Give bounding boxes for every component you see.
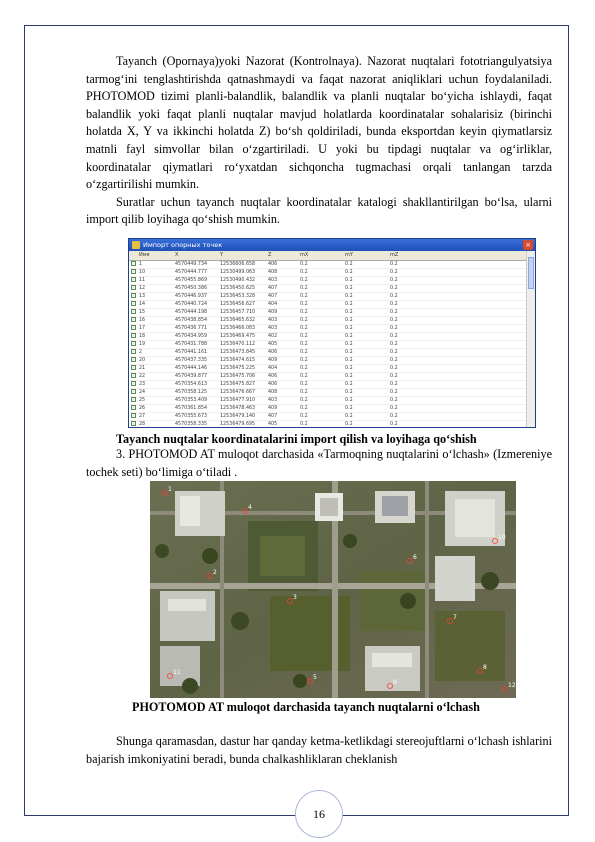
column-header[interactable]: X [175,252,179,258]
table-cell: 405 [268,342,278,347]
row-checkbox-cell[interactable] [129,397,139,404]
table-cell: 12536453.328 [220,294,256,299]
table-cell: 0.2 [300,326,308,331]
row-checkbox[interactable] [131,421,136,426]
table-cell: 4570441.161 [175,350,208,355]
table-cell: 12536475.706 [220,374,256,379]
row-checkbox-cell[interactable] [129,301,139,308]
row-checkbox-cell[interactable] [129,381,139,388]
table-cell: 0.2 [345,310,353,315]
paragraph-control-points: Tayanch (Opornaya)yoki Nazorat (Kontrolnaya). Nazorat nuqtalari fototriangulyatsiya tarmog‘ini tenglashtirishda qatnashmaydi va faqat nazorat aniqliklari uchun foydalaniladi. PHOTOMOD tizimi planli-balandlik, balandlik va planli nuqtalar bo‘yicha ishlaydi, faqat balandlik yoki faqat planli nuqtalar mavjud holatlarda koordinatalar sohalarisiz (birinchi holatda X, Y va ikkinchi holatda Z) bo‘sh qoldiriladi, bunda eksportdan keyin qiymatlarsiz matnli fayl simvollar bilan o‘zgartiriladi. U yoki bu tipdagi nuqtalar va og‘irliklar, koordinatalar qiymatlari ro‘yxatdan sichqoncha tugmachasi orqali tanlangan tarzda o‘zgartirilishi mumkin. [86,54,552,192]
row-checkbox[interactable] [131,325,136,330]
table-cell: 0.2 [345,334,353,339]
table-row[interactable] [129,261,535,269]
table-cell: 0.2 [300,294,308,299]
control-point-label: 5 [313,674,317,681]
table-cell: 0.2 [390,414,398,419]
table-row[interactable] [129,269,535,277]
table-cell: 0.2 [300,302,308,307]
row-checkbox[interactable] [131,373,136,378]
table-cell: 0.2 [345,422,353,427]
table-cell: 12530499.063 [220,270,256,275]
table-cell: 0.2 [300,366,308,371]
table-row[interactable] [129,325,535,333]
table-header [129,251,535,261]
table-cell: 0.2 [390,374,398,379]
row-checkbox[interactable] [131,293,136,298]
table-cell: 4570437.335 [175,358,208,363]
row-checkbox-cell[interactable] [129,269,139,276]
import-control-points-dialog [128,238,536,428]
table-cell: 0.2 [300,262,308,267]
column-header[interactable]: Имя [139,252,150,258]
table-cell: 0.2 [345,342,353,347]
row-checkbox-cell[interactable] [129,389,139,396]
row-checkbox[interactable] [131,309,136,314]
table-cell: 12536470.112 [220,342,256,347]
table-row[interactable] [129,341,535,349]
table-row[interactable] [129,357,535,365]
row-checkbox-cell[interactable] [129,349,139,356]
table-cell: 0.2 [345,294,353,299]
control-point-label: 4 [248,504,252,511]
column-header[interactable] [129,251,139,260]
column-header[interactable]: mX [300,252,309,258]
table-cell: 409 [268,406,278,411]
table-cell: 19 [139,342,146,347]
table-cell: 12536475.225 [220,366,256,371]
row-checkbox-cell[interactable] [129,413,139,420]
control-point-label: 10 [498,534,506,541]
table-cell: 0.2 [345,302,353,307]
table-cell: 16 [139,318,146,323]
table-row[interactable] [129,373,535,381]
table-row[interactable] [129,421,535,428]
table-cell: 10 [139,270,146,275]
table-cell: 4570353.409 [175,398,208,403]
table-row[interactable] [129,405,535,413]
table-cell: 24 [139,390,146,395]
table-cell: 0.2 [300,358,308,363]
table-cell: 0.2 [390,358,398,363]
column-header[interactable]: mZ [390,252,399,258]
table-cell: 2 [139,350,143,355]
table-cell: 0.2 [345,350,353,355]
table-cell: 12530490.432 [220,278,256,283]
table-cell: 0.2 [390,262,398,267]
row-checkbox[interactable] [131,381,136,386]
control-point-label: 3 [293,594,297,601]
table-cell: 4570354.613 [175,382,208,387]
table-cell: 0.2 [390,310,398,315]
table-cell: 4570455.869 [175,278,208,283]
table-cell: 12536478.463 [220,406,256,411]
table-row[interactable] [129,293,535,301]
paragraph-sequence: Shunga qaramasdan, dastur har qanday ketma-ketlikdagi stereojuftlarni o‘lchash ishlarini bajarish imkoniyatini beradi, bunda chalkashliklaran cheklanish [86,734,552,766]
table-cell: 27 [139,414,146,419]
table-cell: 0.2 [300,414,308,419]
row-checkbox-cell[interactable] [129,325,139,332]
table-cell: 0.2 [390,294,398,299]
table-cell: 409 [268,310,278,315]
table-cell: 0.2 [345,406,353,411]
control-point-label: 1 [168,486,172,493]
table-cell: 403 [268,398,278,403]
table-cell: 12536477.910 [220,398,256,403]
row-checkbox[interactable] [131,349,136,354]
table-cell: 22 [139,374,146,379]
table-cell: 406 [268,382,278,387]
table-cell: 12536479.695 [220,422,256,427]
table-cell: 407 [268,294,278,299]
table-cell: 0.2 [300,286,308,291]
table-cell: 0.2 [390,350,398,355]
table-cell: 13 [139,294,146,299]
table-cell: 403 [268,318,278,323]
row-checkbox[interactable] [131,365,136,370]
table-cell: 0.2 [345,366,353,371]
row-checkbox-cell[interactable] [129,309,139,316]
table-row[interactable] [129,365,535,373]
table-cell: 0.2 [390,318,398,323]
table-row[interactable] [129,285,535,293]
table-cell: 4570361.854 [175,406,208,411]
table-cell: 409 [268,358,278,363]
table-cell: 0.2 [390,406,398,411]
table-cell: 0.2 [345,318,353,323]
table-cell: 408 [268,390,278,395]
control-point-label: 7 [453,614,457,621]
table-cell: 0.2 [300,382,308,387]
row-checkbox[interactable] [131,301,136,306]
figure-caption-import: Tayanch nuqtalar koordinatalarini import qilish va loyihaga qo‘shish [116,432,477,446]
row-checkbox[interactable] [131,261,136,266]
table-row[interactable] [129,277,535,285]
table-cell: 0.2 [300,342,308,347]
row-checkbox[interactable] [131,317,136,322]
scrollbar[interactable] [526,251,535,427]
table-cell: 0.2 [300,318,308,323]
points-table [129,261,535,428]
row-checkbox[interactable] [131,285,136,290]
table-cell: 0.2 [390,278,398,283]
dialog-title-bar [129,239,535,251]
row-checkbox[interactable] [131,413,136,418]
table-cell: 4570434.959 [175,334,208,339]
table-cell: 0.2 [300,390,308,395]
table-row[interactable] [129,381,535,389]
table-cell: 12536466.083 [220,326,256,331]
table-cell: 402 [268,334,278,339]
table-cell: 4570355.673 [175,414,208,419]
page-number: 16 [313,807,325,821]
table-row[interactable] [129,397,535,405]
row-checkbox[interactable] [131,333,136,338]
table-cell: 407 [268,414,278,419]
row-checkbox[interactable] [131,357,136,362]
table-cell: 20 [139,358,146,363]
row-checkbox-cell[interactable] [129,405,139,412]
table-cell: 18 [139,334,146,339]
table-cell: 0.2 [300,350,308,355]
aerial-photo-image [150,481,516,698]
row-checkbox[interactable] [131,389,136,394]
table-cell: 17 [139,326,146,331]
table-cell: 12536479.140 [220,414,256,419]
table-cell: 12536465.632 [220,318,256,323]
close-button[interactable]: × [523,240,533,250]
table-cell: 4570446.937 [175,294,208,299]
table-cell: 0.2 [390,382,398,387]
control-point-label: 6 [413,554,417,561]
column-header[interactable]: mY [345,252,353,258]
paragraph-catalog-import: Suratlar uchun tayanch nuqtalar koordinatalar katalogi shakllantirilgan bo‘lsa, ularni import qilib loyihaga qo‘shish mumkin. [86,194,552,227]
table-cell: 0.2 [300,278,308,283]
table-cell: 403 [268,278,278,283]
table-cell: 12 [139,286,146,291]
control-point-label: 12 [508,682,516,689]
table-row[interactable] [129,349,535,357]
table-cell: 4570358.335 [175,422,208,427]
table-cell: 0.2 [345,414,353,419]
control-point-label: 8 [483,664,487,671]
control-point-label: 9 [393,679,397,686]
table-cell: 25 [139,398,146,403]
figure-caption-measurement: PHOTOMOD AT muloqot darchasida tayanch nuqtalarni o‘lchash [132,700,480,714]
scrollbar-thumb[interactable] [528,257,534,289]
table-cell: 0.2 [390,286,398,291]
table-cell: 0.2 [390,422,398,427]
table-cell: 406 [268,350,278,355]
table-cell: 0.2 [300,398,308,403]
row-checkbox-cell[interactable] [129,277,139,284]
table-cell: 404 [268,302,278,307]
table-cell: 0.2 [390,334,398,339]
row-checkbox-cell[interactable] [129,261,139,268]
table-cell: 21 [139,366,146,371]
row-checkbox[interactable] [131,341,136,346]
table-cell: 0.2 [345,374,353,379]
table-cell: 406 [268,262,278,267]
table-cell: 4570440.724 [175,302,208,307]
table-cell: 404 [268,366,278,371]
table-cell: 28 [139,422,146,427]
paragraph-step-3: 3. PHOTOMOD AT muloqot darchasida «Tarmoqning nuqtalarini o‘lchash» (Izmereniye tochek seti) bo‘limiga o‘tiladi . [86,447,552,479]
table-cell: 0.2 [390,390,398,395]
row-checkbox[interactable] [131,277,136,282]
table-cell: 4570439.877 [175,374,208,379]
table-cell: 408 [268,270,278,275]
table-cell: 12536457.710 [220,310,256,315]
table-cell: 15 [139,310,146,315]
column-header[interactable]: Z [268,252,272,258]
table-cell: 0.2 [300,270,308,275]
paragraph-measurement-section [86,446,552,481]
table-row[interactable] [129,413,535,421]
table-cell: 4570444.777 [175,270,208,275]
table-cell: 1 [139,262,143,267]
table-cell: 0.2 [390,326,398,331]
table-cell: 407 [268,286,278,291]
table-cell: 4570431.788 [175,342,208,347]
control-point-label: 2 [213,569,217,576]
table-cell: 12536473.845 [220,350,256,355]
column-header[interactable]: Y [220,252,224,258]
table-cell: 0.2 [345,286,353,291]
control-point-label: 11 [173,669,181,676]
table-cell: 0.2 [390,342,398,347]
table-cell: 4570358.125 [175,390,208,395]
table-cell: 4570444.198 [175,310,208,315]
intro-paragraphs [86,53,552,229]
table-row[interactable] [129,317,535,325]
table-cell: 0.2 [300,422,308,427]
table-cell: 0.2 [345,326,353,331]
table-cell: 0.2 [300,374,308,379]
table-cell: 405 [268,422,278,427]
row-checkbox-cell[interactable] [129,317,139,324]
row-checkbox-cell[interactable] [129,285,139,292]
table-cell: 0.2 [345,270,353,275]
table-cell: 0.2 [300,334,308,339]
table-cell: 12536469.475 [220,334,256,339]
table-cell: 0.2 [345,398,353,403]
table-cell: 406 [268,374,278,379]
table-cell: 12536476.667 [220,390,256,395]
table-cell: 12536606.658 [220,262,256,267]
table-cell: 12536456.627 [220,302,256,307]
row-checkbox-cell[interactable] [129,357,139,364]
table-cell: 26 [139,406,146,411]
table-cell: 0.2 [345,358,353,363]
row-checkbox-cell[interactable] [129,341,139,348]
row-checkbox-cell[interactable] [129,373,139,380]
table-cell: 0.2 [300,310,308,315]
table-cell: 0.2 [345,382,353,387]
table-row[interactable] [129,301,535,309]
table-cell: 4570436.771 [175,326,208,331]
paragraph-stereopairs [86,733,552,768]
table-cell: 12536474.615 [220,358,256,363]
row-checkbox-cell[interactable] [129,333,139,340]
table-cell: 23 [139,382,146,387]
table-row[interactable] [129,389,535,397]
table-cell: 0.2 [345,390,353,395]
table-cell: 4570444.146 [175,366,208,371]
row-checkbox[interactable] [131,405,136,410]
aerial-photo [150,481,516,698]
table-cell: 4570438.854 [175,318,208,323]
table-cell: 403 [268,326,278,331]
row-checkbox[interactable] [131,397,136,402]
table-row[interactable] [129,309,535,317]
row-checkbox-cell[interactable] [129,365,139,372]
app-icon [132,241,140,249]
row-checkbox-cell[interactable] [129,421,139,428]
table-cell: 0.2 [345,278,353,283]
table-cell: 11 [139,278,146,283]
dialog-title: Импорт опорных точек [143,241,223,249]
table-cell: 0.2 [390,270,398,275]
table-cell: 12536475.827 [220,382,256,387]
table-cell: 0.2 [390,366,398,371]
table-cell: 12536450.625 [220,286,256,291]
table-cell: 14 [139,302,146,307]
table-row[interactable] [129,333,535,341]
table-cell: 4570450.386 [175,286,208,291]
table-cell: 0.2 [345,262,353,267]
table-cell: 0.2 [390,302,398,307]
table-cell: 4570449.734 [175,262,208,267]
row-checkbox-cell[interactable] [129,293,139,300]
row-checkbox[interactable] [131,269,136,274]
table-cell: 0.2 [390,398,398,403]
table-cell: 0.2 [300,406,308,411]
